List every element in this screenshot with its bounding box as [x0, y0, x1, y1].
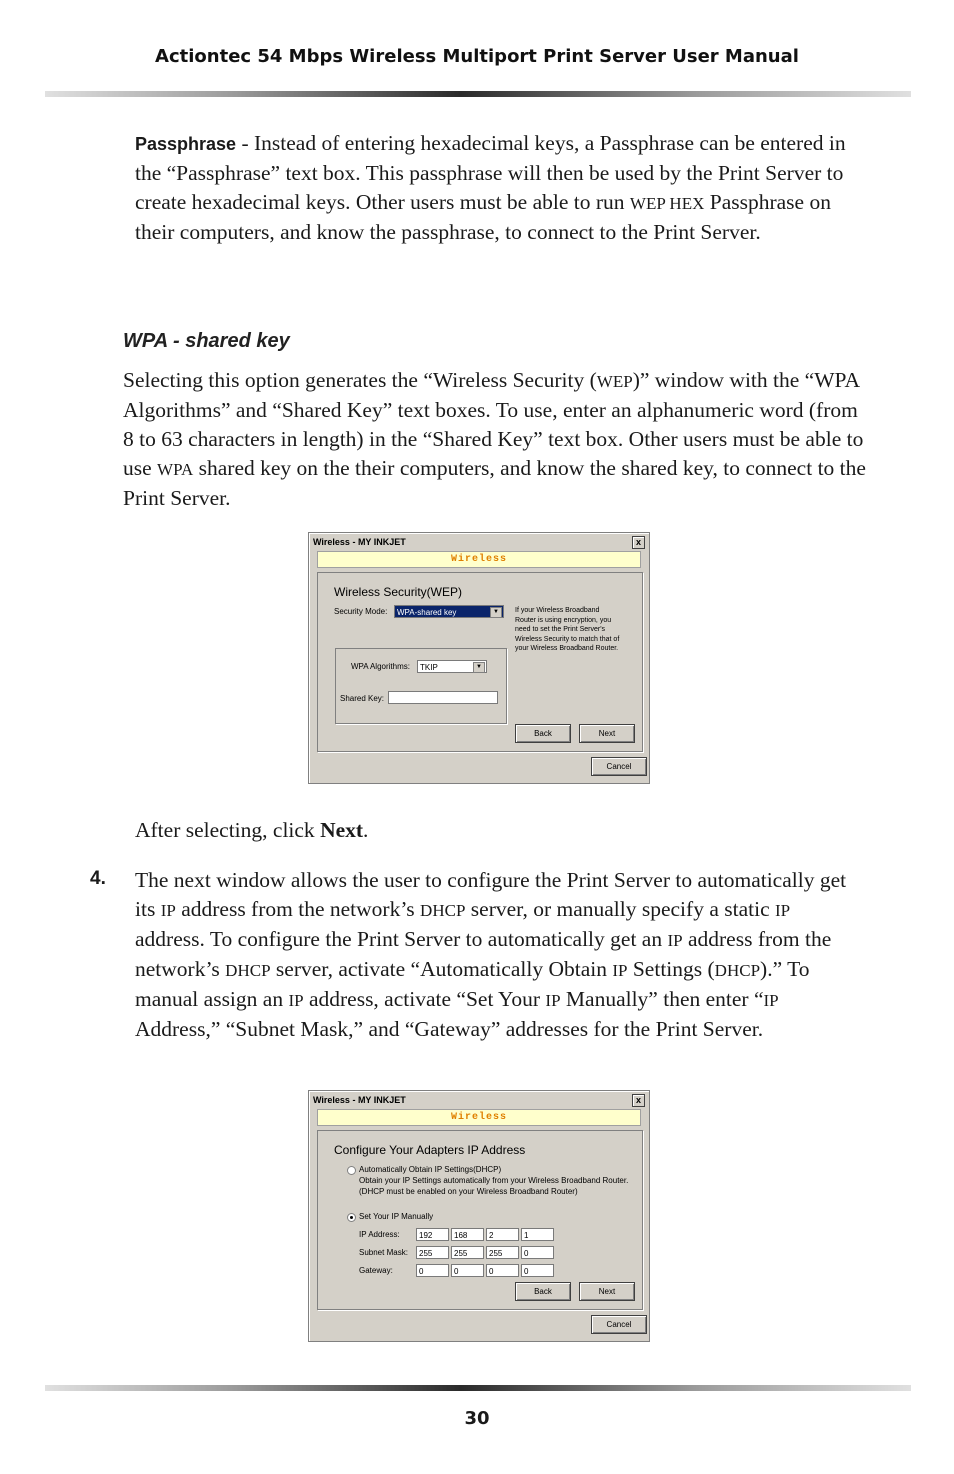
- s4-sc: DHCP: [420, 901, 466, 920]
- header-rule: [45, 91, 911, 97]
- mask-octet-input[interactable]: 0: [521, 1246, 554, 1259]
- mask-octet-input[interactable]: 255: [451, 1246, 484, 1259]
- security-info: [515, 606, 619, 654]
- close-icon[interactable]: x: [632, 1094, 645, 1107]
- auto-ip-radio[interactable]: [347, 1166, 356, 1175]
- s4-t: address from the network’s: [175, 897, 421, 921]
- step-number: 4.: [90, 868, 106, 889]
- passphrase-label: Passphrase: [135, 134, 237, 154]
- gateway-octet-input[interactable]: 0: [486, 1264, 519, 1277]
- shared-key-label: Shared Key:: [340, 694, 385, 703]
- s4-sc: DHCP: [714, 961, 761, 980]
- mask-octet-input[interactable]: 255: [486, 1246, 519, 1259]
- s4-t: Settings (: [627, 957, 715, 981]
- ip-octet-input[interactable]: 2: [486, 1228, 519, 1241]
- wpa-text-2: )” window with the “WPA Algorithms” and “Shared Key” text boxes. To use, enter an alphanumeric word (from 8 to 63 characters in length) in the “Shared Key” text box. Other users must be able to use: [123, 368, 864, 480]
- ip-octet-input[interactable]: 1: [521, 1228, 554, 1241]
- info-line: If your Wireless Broadband: [515, 607, 600, 614]
- back-button[interactable]: Back: [515, 1282, 571, 1301]
- manual-ip-label: Set Your IP Manually: [359, 1212, 434, 1221]
- dialog-title: Wireless - MY INKJET: [313, 1095, 406, 1105]
- wpa-text-1: Selecting this option generates the “Wireless Security (: [123, 368, 597, 392]
- next-button[interactable]: Next: [579, 724, 635, 743]
- s4-sc: IP: [774, 901, 791, 920]
- s4-sc: IP: [545, 991, 561, 1010]
- wpa-group: [335, 648, 507, 724]
- s4-t: Address,” “Subnet Mask,” and “Gateway” addresses for the Print Server.: [135, 1017, 764, 1041]
- shared-key-input[interactable]: [388, 691, 498, 704]
- auto-ip-label: Automatically Obtain IP Settings(DHCP): [359, 1165, 502, 1174]
- s4-t: address from the network’s: [135, 927, 832, 981]
- chevron-down-icon[interactable]: ▼: [490, 607, 502, 618]
- close-icon[interactable]: x: [632, 536, 645, 549]
- passphrase-smallcaps: WEP HEX: [629, 194, 705, 213]
- s4-sc: IP: [160, 901, 176, 920]
- gateway-label: Gateway:: [359, 1266, 393, 1275]
- dialog-titlebar: [311, 1093, 647, 1107]
- wpa-paragraph: [123, 366, 868, 513]
- s4-sc: DHCP: [225, 961, 271, 980]
- ip-octet-input[interactable]: 168: [451, 1228, 484, 1241]
- next-button[interactable]: Next: [579, 1282, 635, 1301]
- ip-heading: Configure Your Adapters IP Address: [334, 1143, 526, 1157]
- wireless-banner: Wireless: [317, 1109, 641, 1126]
- footer-rule: [45, 1385, 911, 1391]
- cancel-button[interactable]: Cancel: [591, 1315, 647, 1334]
- wireless-banner: Wireless: [317, 551, 641, 568]
- ip-octet-input[interactable]: 192: [416, 1228, 449, 1241]
- wpa-sc-2: WPA: [157, 460, 194, 479]
- security-panel: [317, 572, 643, 752]
- security-mode-select[interactable]: [394, 605, 504, 618]
- s4-sc: IP: [667, 931, 683, 950]
- after-text: After selecting, click: [135, 818, 321, 842]
- wireless-security-dialog: [308, 532, 650, 784]
- mask-octet-input[interactable]: 255: [416, 1246, 449, 1259]
- wpa-algorithms-select[interactable]: [417, 660, 487, 673]
- gateway-octet-input[interactable]: 0: [521, 1264, 554, 1277]
- wpa-algorithms-label: WPA Algorithms:: [351, 662, 410, 671]
- s4-sc: IP: [763, 991, 779, 1010]
- wpa-sc-1: WEP: [596, 372, 633, 391]
- step4-paragraph: [135, 866, 855, 1044]
- chevron-down-icon[interactable]: ▼: [473, 662, 485, 673]
- info-line: Wireless Security to match that of: [515, 635, 620, 643]
- cancel-button[interactable]: Cancel: [591, 757, 647, 776]
- after-selecting: [135, 816, 368, 845]
- wpa-heading: WPA - shared key: [123, 330, 290, 352]
- passphrase-paragraph: [135, 129, 870, 247]
- auto-ip-desc: (DHCP must be enabled on your Wireless Broadband Router): [359, 1187, 578, 1196]
- s4-t: The next window allows the user to configure the Print Server to automatically get its: [135, 868, 847, 921]
- back-button[interactable]: Back: [515, 724, 571, 743]
- info-line: your Wireless Broadband Router.: [515, 645, 619, 652]
- ip-config-dialog: [308, 1090, 650, 1342]
- s4-sc: IP: [288, 991, 304, 1010]
- security-heading: Wireless Security(WEP): [334, 585, 463, 599]
- security-mode-value: WPA-shared key: [397, 608, 457, 617]
- s4-t: ).” To manual assign an: [135, 957, 810, 1011]
- security-mode-label: Security Mode:: [334, 607, 388, 616]
- dialog-titlebar: [311, 535, 647, 549]
- info-line: Router is using encryption, you: [515, 616, 612, 624]
- auto-ip-desc: Obtain your IP Settings automatically from your Wireless Broadband Router.: [359, 1176, 629, 1185]
- gateway-octet-input[interactable]: 0: [451, 1264, 484, 1277]
- s4-t: server, or manually specify a static: [465, 897, 775, 921]
- passphrase-text: - Instead of entering hexadecimal keys, a Passphrase can be entered in the “Passphrase” text box. This passphrase will then be used by the Print Server to create hexadecimal keys. Other users must be able to run: [135, 131, 846, 214]
- subnet-mask-label: Subnet Mask:: [359, 1248, 408, 1257]
- s4-t: Manually” then enter “: [560, 987, 764, 1011]
- s4-sc: IP: [612, 961, 628, 980]
- after-next: Next: [320, 818, 364, 842]
- info-line: need to set the Print Server's: [515, 626, 606, 633]
- s4-t: server, activate “Automatically Obtain: [270, 957, 613, 981]
- s4-t: address. To configure the Print Server to automatically get an: [135, 927, 668, 951]
- wpa-text-3: shared key on the their computers, and know the shared key, to connect to the Print Server.: [123, 456, 866, 510]
- ip-panel: [317, 1130, 643, 1310]
- passphrase-text-2: Passphrase on their computers, and know the passphrase, to connect to the Print Server.: [135, 190, 831, 244]
- gateway-octet-input[interactable]: 0: [416, 1264, 449, 1277]
- page-number: 30: [464, 1408, 490, 1429]
- ip-address-label: IP Address:: [359, 1230, 400, 1239]
- after-end: .: [363, 818, 369, 842]
- s4-t: address, activate “Set Your: [303, 987, 546, 1011]
- running-header: Actiontec 54 Mbps Wireless Multiport Print Server User Manual: [155, 46, 799, 67]
- wpa-algorithms-value: TKIP: [420, 663, 438, 672]
- dialog-title: Wireless - MY INKJET: [313, 537, 406, 547]
- manual-ip-radio[interactable]: [347, 1213, 356, 1222]
